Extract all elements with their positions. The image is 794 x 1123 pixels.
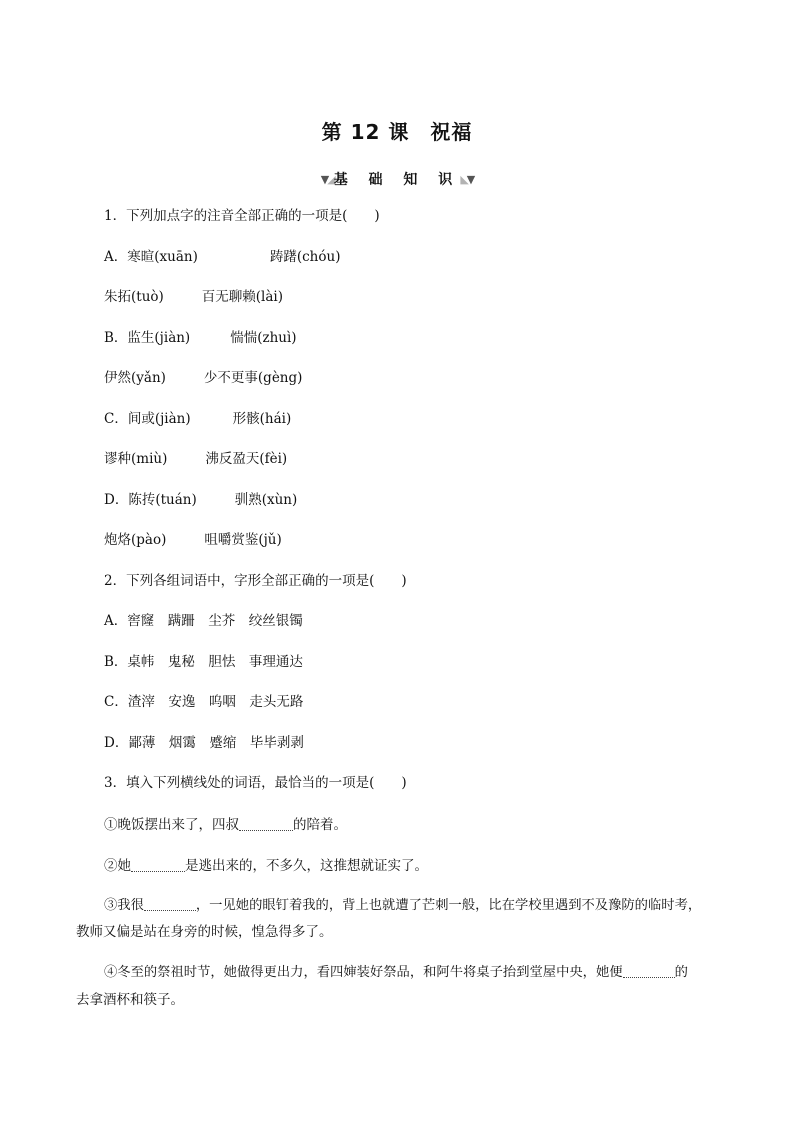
triangle-down-icon: ▼ <box>466 173 474 186</box>
q1-option-b-line2: 伊然(yǎn) 少不更事(gèng) <box>104 370 303 386</box>
triangle-up-icon: ◢ <box>327 173 334 186</box>
q3-sentence-3-line2: 教师又偏是站在身旁的时候，惶急得多了。 <box>76 924 333 940</box>
fill-blank-3[interactable] <box>144 896 196 911</box>
q1-option-d-line2: 炮烙(pào) 咀嚼赏鉴(jǔ) <box>104 532 282 548</box>
q2-option-c: C．渣滓 安逸 呜咽 走头无路 <box>104 694 304 710</box>
q2-option-b: B．桌帏 鬼秘 胆怯 事理通达 <box>104 654 303 670</box>
fill-blank-4[interactable] <box>623 963 675 978</box>
question-1-stem: 1．下列加点字的注音全部正确的一项是( ) <box>104 208 380 224</box>
q1-option-a-line2: 朱拓(tuò) 百无聊赖(lài) <box>104 289 283 305</box>
page-title: 第 12 课 祝福 <box>321 120 473 144</box>
q1-option-d-line1: D．陈抟(tuán) 驯熟(xùn) <box>104 492 298 508</box>
q1-option-a-line1: A．寒暄(xuān) 踌躇(chóu) <box>104 249 341 265</box>
q3-sentence-3-line1: ③我很 ，一见她的眼钉着我的，背上也就遭了芒刺一般，比在学校里遇到不及豫防的临时考， <box>104 898 702 913</box>
q1-option-b-line1: B．监生(jiàn) 惴惴(zhuì) <box>104 330 297 346</box>
q1-option-c-line1: C．间或(jiàn) 形骸(hái) <box>104 411 292 427</box>
q3-sentence-4-line1: ④冬至的祭祖时节，她做得更出力，看四婶装好祭品，和阿牛将桌子抬到堂屋中央，她便 的 <box>104 965 688 980</box>
triangle-up-icon: ◣ <box>460 173 467 186</box>
q2-option-a: A．窖窿 蹒跚 尘芥 绞丝银镯 <box>104 613 303 629</box>
question-2-stem: 2．下列各组词语中，字形全部正确的一项是( ) <box>104 573 407 589</box>
q1-option-c-line2: 谬种(miù) 沸反盈天(fèi) <box>104 451 288 467</box>
q3-sentence-4-line2: 去拿酒杯和筷子。 <box>76 992 184 1008</box>
triangle-down-icon: ▼ <box>320 173 328 186</box>
q2-option-d: D．鄙薄 烟霭 蹙缩 毕毕剥剥 <box>104 735 304 751</box>
question-3-stem: 3．填入下列横线处的词语，最恰当的一项是( ) <box>104 775 407 791</box>
q3-sentence-2: ②她 是逃出来的，不多久，这推想就证实了。 <box>104 858 428 874</box>
q3-sentence-1: ①晚饭摆出来了，四叔 的陪着。 <box>104 817 347 833</box>
fill-blank-1[interactable] <box>239 816 293 831</box>
section-heading <box>0 169 794 189</box>
fill-blank-2[interactable] <box>131 857 185 872</box>
section-label: 基 础 知 识 <box>333 172 461 188</box>
